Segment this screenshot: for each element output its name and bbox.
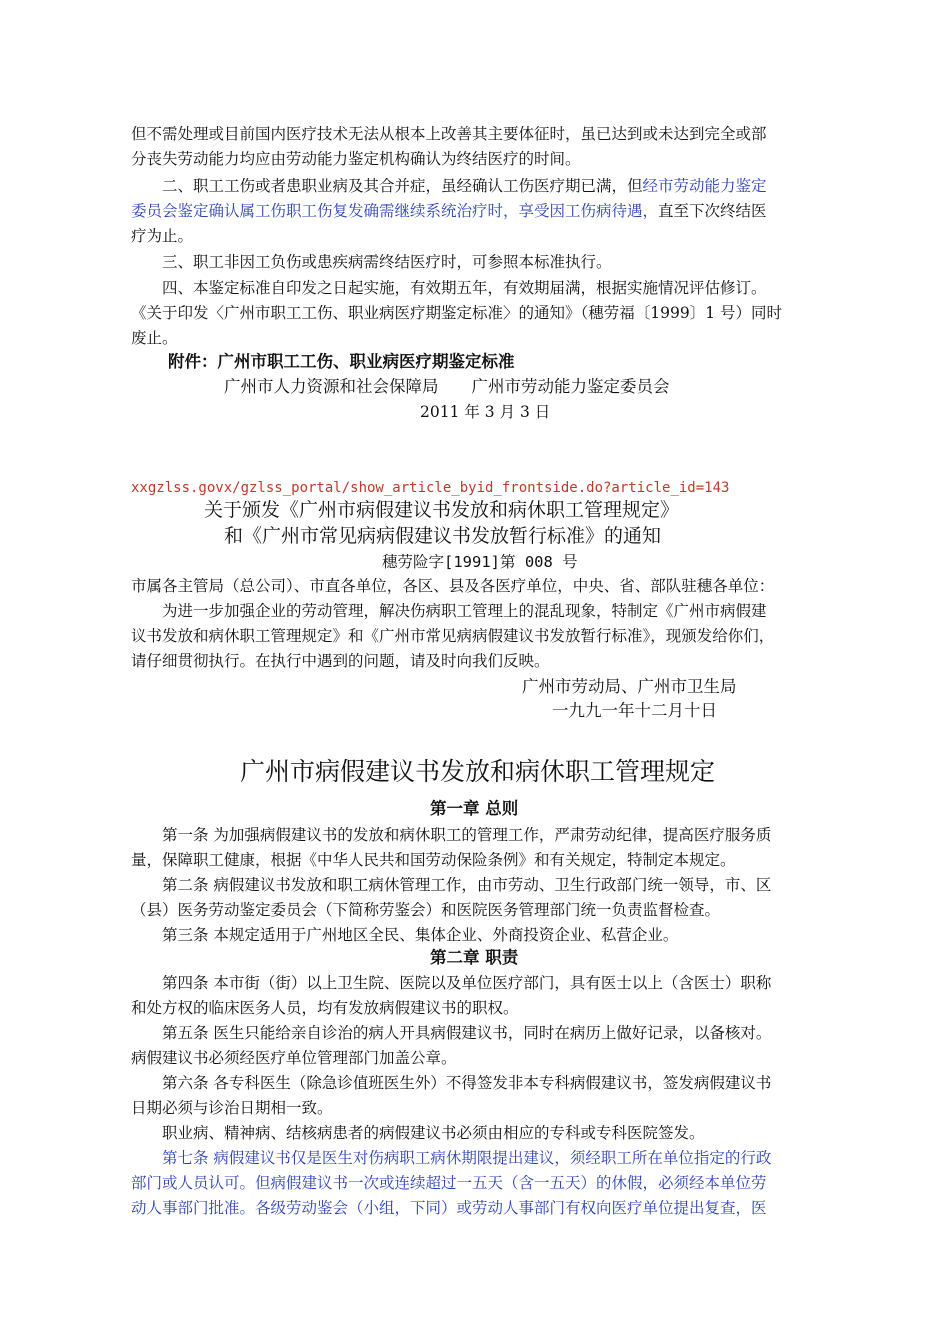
regulation-title: 广州市病假建议书发放和病休职工管理规定	[240, 757, 716, 786]
paragraph-line	[162, 176, 767, 196]
article-line: 第一条 为加强病假建议书的发放和病休职工的管理工作，严肃劳动纪律，提高医疗服务质	[162, 826, 772, 844]
issue-date: 2011 年 3 月 3 日	[420, 403, 551, 421]
paragraph-line	[131, 201, 767, 221]
article-line-highlight: 动人事部门批准。各级劳动鉴会（小组，下同）或劳动人事部门有权向医疗单位提出复查，医	[131, 1199, 767, 1217]
article-line: 量，保障职工健康，根据《中华人民共和国劳动保险条例》和有关规定，特制定本规定。	[131, 851, 736, 869]
signer-line: 广州市劳动局、广州市卫生局	[522, 677, 737, 696]
article-line: 第二条 病假建议书发放和职工病休管理工作，由市劳动、卫生行政部门统一领导，市、区	[162, 876, 772, 894]
chapter-heading: 第二章 职责	[430, 948, 519, 967]
article-line: 和处方权的临床医务人员，均有发放病假建议书的职权。	[131, 999, 519, 1017]
article-line: 第五条 医生只能给亲自诊治的病人开具病假建议书，同时在病历上做好记录，以备核对。	[162, 1024, 772, 1042]
source-url[interactable]	[131, 478, 729, 498]
paragraph-line: 分丧失劳动能力均应由劳动能力鉴定机构确认为终结医疗的时间。	[131, 150, 581, 168]
paragraph-line: 疗为止。	[131, 227, 194, 245]
paragraph-line: 为进一步加强企业的劳动管理，解决伤病职工管理上的混乱现象，特制定《广州市病假建	[162, 602, 767, 620]
article-line: 病假建议书必须经医疗单位管理部门加盖公章。	[131, 1049, 457, 1067]
paragraph-line: 议书发放和病休职工管理规定》和《广州市常见病病假建议书发放暂行标准》，现颁发给你们，	[131, 627, 775, 645]
notice-title: 关于颁发《广州市病假建议书发放和病休职工管理规定》	[204, 499, 680, 521]
article-line: 第三条 本规定适用于广州地区全民、集体企业、外商投资企业、私营企业。	[162, 926, 679, 944]
paragraph-line: 废止。	[131, 329, 178, 347]
chapter-heading: 第一章 总则	[430, 799, 519, 818]
paragraph-line: 四、本鉴定标准自印发之日起实施，有效期五年，有效期届满，根据实施情况评估修订。	[162, 279, 767, 297]
notice-title: 和《广州市常见病病假建议书发放暂行标准》的通知	[224, 525, 662, 547]
paragraph-line: 请仔细贯彻执行。在执行中遇到的问题，请及时向我们反映。	[131, 652, 550, 670]
item-2-text: 直至下次终结医	[658, 202, 767, 220]
issuer-line: 广州市人力资源和社会保障局 广州市劳动能力鉴定委员会	[224, 377, 670, 396]
article-line-highlight: 第七条 病假建议书仅是医生对伤病职工病休期限提出建议，须经职工所在单位指定的行政	[162, 1149, 772, 1167]
article-line: 第六条 各专科医生（除急诊值班医生外）不得签发非本专科病假建议书，签发病假建议书	[162, 1074, 772, 1092]
item-2-text: 二、职工工伤或者患职业病及其合并症，虽经确认工伤医疗期已满，但	[162, 177, 643, 195]
attachment-line: 附件：广州市职工工伤、职业病医疗期鉴定标准	[168, 352, 515, 371]
recipients-line: 市属各主管局（总公司）、市直各单位，各区、县及各医疗单位，中央、省、部队驻穗各单位：	[131, 577, 775, 595]
paragraph-line: 《关于印发〈广州市职工工伤、职业病医疗期鉴定标准〉的通知》（穗劳福〔1999〕1 号）同时	[131, 304, 782, 322]
paragraph-line: 但不需处理或目前国内医疗技术无法从根本上改善其主要体征时，虽已达到或未达到完全或部	[131, 125, 767, 143]
source-url-link[interactable]: xxgzlss.govx/gzlss_portal/show_article_byid_frontside.do?article_id=143	[131, 480, 730, 496]
article-line-highlight: 部门或人员认可。但病假建议书一次或连续超过一五天（含一五天）的休假，必须经本单位劳	[131, 1174, 767, 1192]
item-2-highlight: 委员会鉴定确认属工伤职工伤复发确需继续系统治疗时，享受因工伤病待遇，	[131, 202, 659, 220]
article-line: 日期必须与诊治日期相一致。	[131, 1099, 333, 1117]
item-2-highlight: 经市劳动能力鉴定	[642, 177, 767, 195]
signature-date: 一九九一年十二月十日	[552, 701, 717, 720]
document-number: 穗劳险字[1991]第 008 号	[382, 553, 578, 571]
paragraph-line: 三、职工非因工负伤或患疾病需终结医疗时，可参照本标准执行。	[162, 253, 612, 271]
article-line: 第四条 本市街（街）以上卫生院、医院以及单位医疗部门，具有医士以上（含医士）职称	[162, 974, 772, 992]
article-line: 职业病、精神病、结核病患者的病假建议书必须由相应的专科或专科医院签发。	[162, 1124, 705, 1142]
article-line: （县）医务劳动鉴定委员会（下简称劳鉴会）和医院医务管理部门统一负责监督检查。	[131, 901, 721, 919]
